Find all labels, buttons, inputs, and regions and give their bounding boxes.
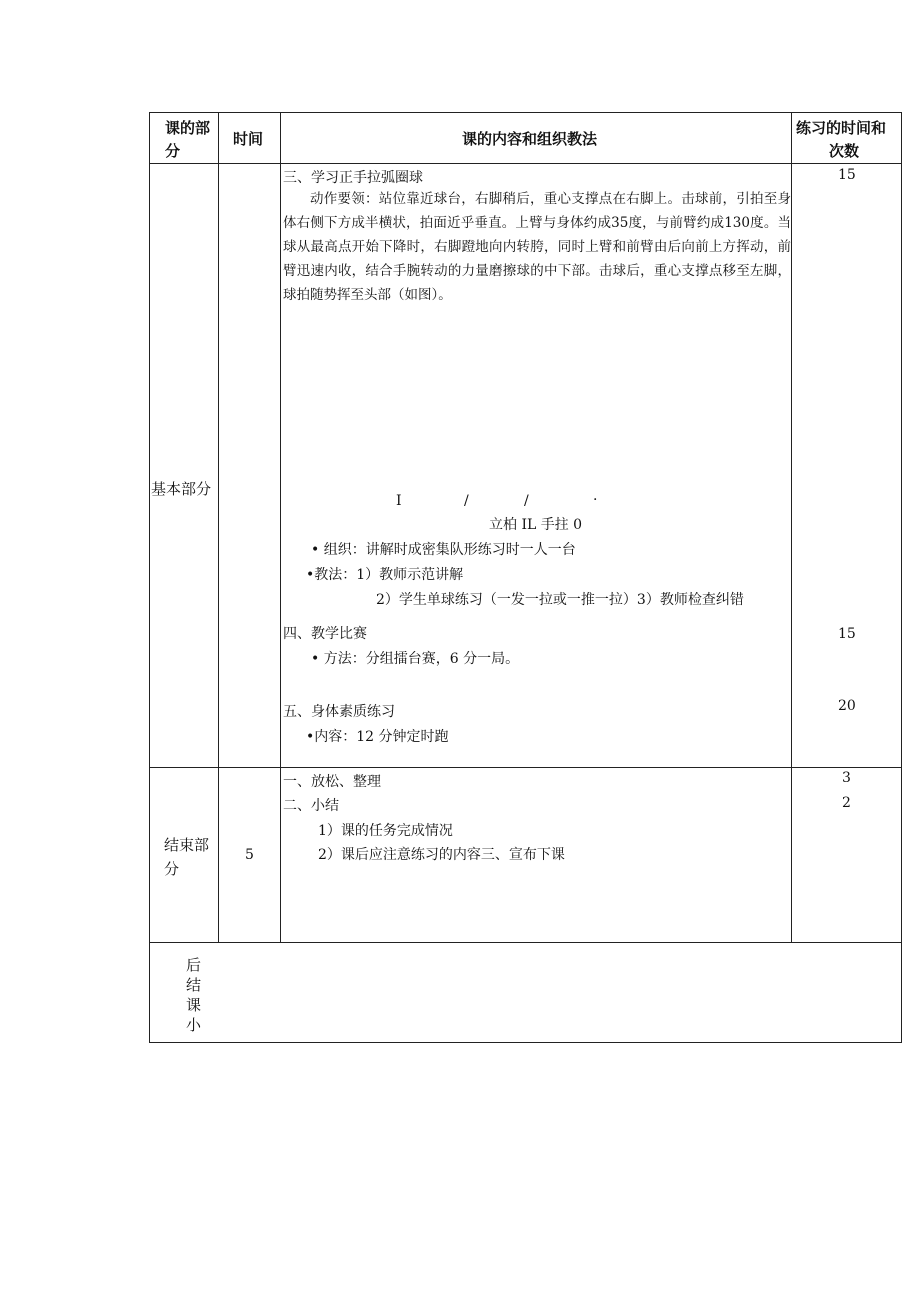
item3-description: 动作要领：站位靠近球台，右脚稍后，重心支撑点在右脚上。击球前，引拍至身体右侧下方成半横状，拍面近乎垂直。上臂与身体约成35度，与前臂约成130度。当球从最高点开始下降时，右脚蹬地向内转胯，同时上臂和前臂由后向前上方挥动，前臂迅速内收，结合手腕转动的力量磨擦球的中下部。击球后，重心支撑点移至左脚，球拍随势挥至头部（如图）。 [283,191,791,303]
ending-part-line1: 结束部 [164,836,210,854]
table-border-top [149,112,902,113]
column-divider-part [218,112,219,943]
header-part-line2: 分 [165,142,181,160]
summary-char-2: 结 [186,976,202,994]
summary-char-1: 后 [186,956,202,974]
item5-title: 五、身体素质练习 [283,704,395,720]
ending-item2-count: 2 [842,795,851,811]
figure-mark-1: I [396,493,402,509]
item4-method: • 方法：分组擂台赛，6 分一局。 [311,651,520,667]
item3-count: 15 [838,167,856,183]
column-divider-content [791,112,792,943]
table-border-bottom [149,1042,902,1043]
ending-section-bottom-line [149,942,902,943]
table-border-right [901,112,902,1043]
header-bottom-line [149,163,902,164]
figure-mark-3: / [524,493,529,509]
summary-char-3: 课 [186,996,202,1014]
figure-mark-2: / [464,493,469,509]
item5-content: •内容：12 分钟定时跑 [306,729,449,745]
table-border-left [149,112,150,1043]
ending-item1: 一、放松、整理 [283,774,381,790]
header-time: 时间 [233,130,264,148]
header-part-line1: 课的部 [165,119,211,137]
ending-sub2: 2）课后应注意练习的内容三、宣布下课 [318,847,565,863]
item3-organize: • 组织：讲解时成密集队形练习时一人一台 [311,542,576,558]
item3-title: 三、学习正手拉弧圈球 [283,170,423,186]
item4-title: 四、教学比赛 [283,626,367,642]
column-divider-time [280,112,281,943]
summary-char-4: 小 [186,1016,202,1034]
header-practice-line1: 练习的时间和 [796,119,887,137]
item5-count: 20 [838,698,856,714]
item3-method-2: 2）学生单球练习（一发一拉或一推一拉）3）教师检查纠错 [376,592,744,608]
ending-sub1: 1）课的任务完成情况 [318,823,453,839]
header-practice-line2: 次数 [829,142,860,160]
ending-item2: 二、小结 [283,798,339,814]
figure-caption: 立柏 IL 手拄 0 [489,517,583,533]
ending-part-line2: 分 [164,860,180,878]
figure-mark-4: · [593,492,598,508]
item4-count: 15 [838,626,856,642]
header-content: 课的内容和组织教法 [462,130,598,148]
ending-item1-count: 3 [842,770,851,786]
ending-time: 5 [245,847,254,863]
item3-method-1: •教法：1）教师示范讲解 [306,567,464,583]
basic-section-bottom-line [149,767,902,768]
basic-part-label: 基本部分 [151,480,212,498]
